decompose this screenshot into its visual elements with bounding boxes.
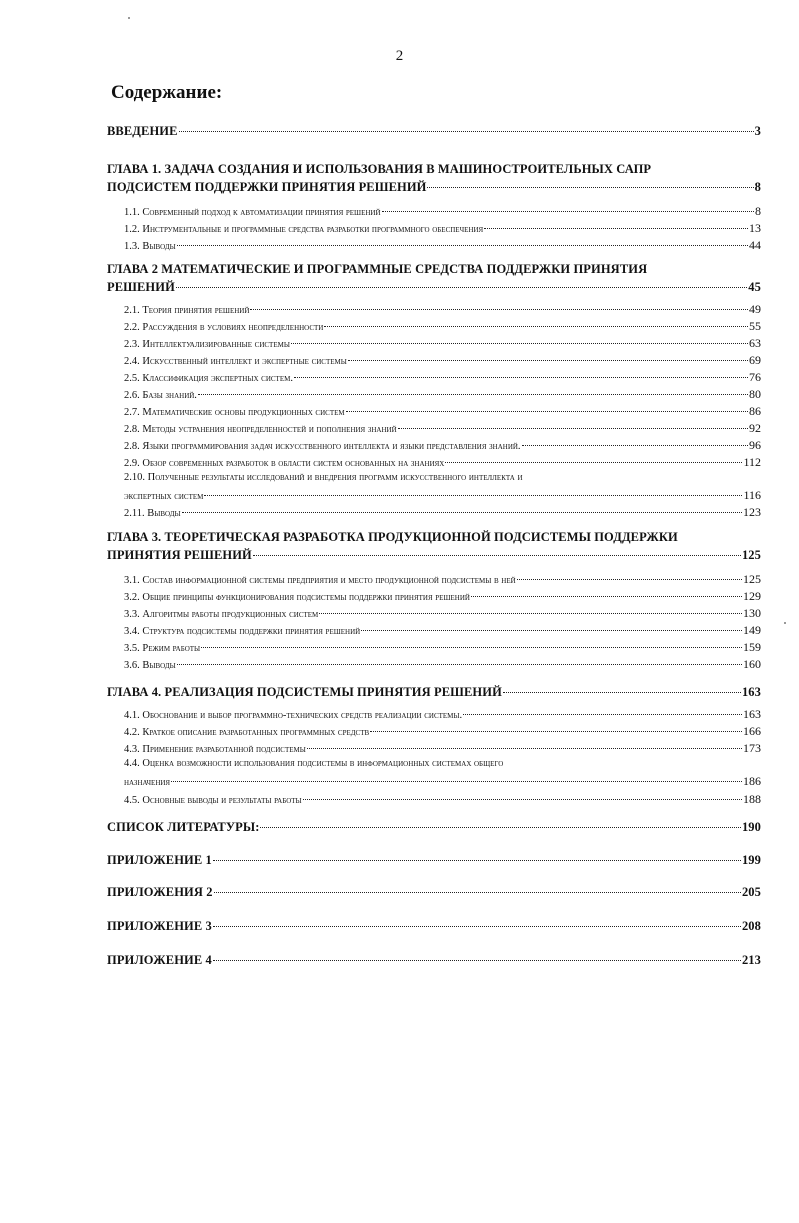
toc-entry-text: ГЛАВА 4. РЕАЛИЗАЦИЯ ПОДСИСТЕМЫ ПРИНЯТИЯ РЕШЕНИЙ	[107, 685, 502, 699]
toc-line	[124, 238, 761, 253]
toc-entry-text: 2.7. Математические основы продукционных систем	[124, 407, 345, 418]
toc-line	[124, 204, 761, 219]
dot-leader	[348, 360, 748, 361]
toc-line	[124, 319, 761, 334]
toc-entry-text: 2.6. Базы знаний.	[124, 390, 197, 401]
toc-page-number: 199	[741, 853, 761, 867]
dot-leader	[361, 630, 742, 631]
scan-speck	[784, 622, 786, 624]
toc-entry-text: 2.8. Языки программирования задач искусственного интеллекта и языки представления знаний.	[124, 441, 521, 452]
toc-entry-text: ПРИЛОЖЕНИЕ 3	[107, 919, 212, 933]
toc-entry-text: ПОДСИСТЕМ ПОДДЕРЖКИ ПРИНЯТИЯ РЕШЕНИЙ	[107, 180, 427, 194]
toc-line	[124, 741, 761, 756]
toc-line	[107, 685, 761, 700]
toc-line	[124, 774, 761, 789]
dot-leader	[253, 555, 741, 556]
toc-entry-text: 3.2. Общие принципы функционирования подсистемы поддержки принятия решений	[124, 592, 470, 603]
dot-leader	[319, 613, 742, 614]
toc-line	[124, 353, 761, 368]
toc-line	[107, 180, 761, 195]
toc-entry-text: 4.4. Оценка возможности использования подсистемы в информационных системах общего	[124, 758, 504, 769]
toc-page-number: 92	[749, 421, 761, 435]
toc-entry-text: назначения	[124, 777, 171, 788]
toc-entry-text: СПИСОК ЛИТЕРАТУРЫ:	[107, 820, 260, 834]
toc-page-number: 163	[741, 685, 761, 699]
toc-page-number: 149	[743, 623, 761, 637]
toc-entry-text: ПРИНЯТИЯ РЕШЕНИЙ	[107, 548, 252, 562]
dot-leader	[182, 512, 742, 513]
toc-entry-text: 3.1. Состав информационной системы предприятия и место продукционной подсистемы в ней	[124, 575, 516, 586]
toc-line	[124, 370, 761, 385]
toc-line	[107, 885, 761, 900]
toc-entry-text: РЕШЕНИЙ	[107, 280, 175, 294]
dot-leader	[471, 596, 742, 597]
toc-page-number: 160	[743, 657, 761, 671]
dot-leader	[213, 960, 741, 961]
toc-line	[107, 548, 761, 563]
toc-page-number: 173	[743, 741, 761, 755]
toc-entry-text: 2.1. Теория принятия решений	[124, 305, 250, 316]
toc-entry-text: 1.3. Выводы	[124, 241, 176, 252]
toc-page-number: 125	[743, 572, 761, 586]
toc-entry-text: 4.5. Основные выводы и результаты работы	[124, 795, 302, 806]
toc-entry-text: 2.9. Обзор современных разработок в области систем основанных на знаниях	[124, 458, 445, 469]
toc-page-number: 188	[743, 792, 761, 806]
toc-entry-text: ПРИЛОЖЕНИЯ 2	[107, 885, 213, 899]
dot-leader	[176, 287, 747, 288]
dot-leader	[294, 377, 748, 378]
dot-leader	[213, 860, 741, 861]
toc-line	[107, 853, 761, 868]
toc-page-number: 186	[743, 774, 761, 788]
dot-leader	[307, 748, 742, 749]
toc-line	[124, 488, 761, 503]
toc-line	[107, 919, 761, 934]
toc-entry-text: 2.11. Выводы	[124, 508, 181, 519]
toc-entry-text: экспертных систем	[124, 491, 204, 502]
toc-entry-text: 1.2. Инструментальные и программные средства разработки программного обеспечения	[124, 224, 484, 235]
dot-leader	[250, 309, 748, 310]
toc-entry-text: 2.4. Искусственный интеллект и экспертные системы	[124, 356, 347, 367]
dot-leader	[213, 926, 741, 927]
toc-entry-text: 2.8. Методы устранения неопределенностей и пополнения знаний	[124, 424, 397, 435]
toc-page-number: 159	[743, 640, 761, 654]
toc-page-number: 8	[755, 204, 761, 218]
toc-line	[124, 505, 761, 520]
toc-entry-text: 3.4. Структура подсистемы поддержки принятия решений	[124, 626, 361, 637]
dot-leader	[198, 394, 748, 395]
toc-line	[124, 438, 761, 453]
toc-page-number: 45	[748, 280, 761, 294]
toc-line	[124, 606, 761, 621]
toc-entry-text: 2.2. Рассуждения в условиях неопределенности	[124, 322, 324, 333]
dot-leader	[517, 579, 742, 580]
page-number: 2	[395, 48, 404, 64]
toc-entry-text: ПРИЛОЖЕНИЕ 1	[107, 853, 212, 867]
toc-line	[124, 623, 761, 638]
toc-page-number: 163	[743, 707, 761, 721]
toc-entry-text: 4.2. Краткое описание разработанных программных средств	[124, 727, 370, 738]
dot-leader	[179, 131, 754, 132]
toc-page-number: 44	[749, 238, 761, 252]
toc-page-number: 166	[743, 724, 761, 738]
toc-line	[124, 455, 761, 470]
toc-page-number: 96	[749, 438, 761, 452]
dot-leader	[370, 731, 742, 732]
dot-leader	[463, 714, 742, 715]
toc-entry-text: 2.10. Полученные результаты исследований и внедрения программ искусственного интеллекта и	[124, 472, 523, 483]
toc-entry-text: ВВЕДЕНИЕ	[107, 124, 178, 138]
dot-leader	[427, 187, 753, 188]
toc-page-number: 129	[743, 589, 761, 603]
toc-page-number: 55	[749, 319, 761, 333]
toc-line	[107, 124, 761, 139]
dot-leader	[177, 245, 748, 246]
dot-leader	[484, 228, 748, 229]
toc-page-number: 80	[749, 387, 761, 401]
toc-line	[124, 792, 761, 807]
dot-leader	[324, 326, 748, 327]
toc-page-number: 190	[741, 820, 761, 834]
toc-page-number: 49	[749, 302, 761, 316]
toc-line	[124, 404, 761, 419]
dot-leader	[204, 495, 742, 496]
toc-line	[124, 221, 761, 236]
toc-page-number: 208	[741, 919, 761, 933]
toc-page-number: 213	[741, 953, 761, 967]
toc-page-number: 125	[741, 548, 761, 562]
toc-page-number: 76	[749, 370, 761, 384]
toc-entry-text: 3.3. Алгоритмы работы продукционных систем	[124, 609, 319, 620]
toc-page-number: 69	[749, 353, 761, 367]
toc-page-number: 116	[743, 488, 761, 502]
toc-line	[124, 336, 761, 351]
toc-entry-text: 4.1. Обоснование и выбор программно-технических средств реализации системы.	[124, 710, 463, 721]
scan-speck	[128, 17, 130, 19]
dot-leader	[177, 664, 742, 665]
toc-entry-text: 3.5. Режим работы	[124, 643, 201, 654]
dot-leader	[303, 799, 742, 800]
toc-entry-text: 4.3. Применение разработанной подсистемы	[124, 744, 306, 755]
dot-leader	[445, 462, 742, 463]
toc-entry-text: 1.1. Современный подход к автоматизации принятия решений	[124, 207, 381, 218]
toc-page-number: 112	[743, 455, 761, 469]
toc-line	[124, 302, 761, 317]
toc-page-number: 13	[749, 221, 761, 235]
toc-entry-text: 2.3. Интеллектуализированные системы	[124, 339, 290, 350]
toc-line	[124, 724, 761, 739]
dot-leader	[260, 827, 740, 828]
toc-line	[124, 640, 761, 655]
dot-leader	[346, 411, 748, 412]
dot-leader	[171, 781, 742, 782]
toc-page-number: 205	[741, 885, 761, 899]
toc-title: Содержание:	[111, 82, 223, 103]
toc-entry-text: ГЛАВА 1. ЗАДАЧА СОЗДАНИЯ И ИСПОЛЬЗОВАНИЯ В МАШИНОСТРОИТЕЛЬНЫХ САПР	[107, 162, 652, 176]
dot-leader	[522, 445, 748, 446]
toc-entry-text: ГЛАВА 2 МАТЕМАТИЧЕСКИЕ И ПРОГРАММНЫЕ СРЕДСТВА ПОДДЕРЖКИ ПРИНЯТИЯ	[107, 262, 648, 276]
toc-page-number: 8	[754, 180, 761, 194]
toc-entry-text: 3.6. Выводы	[124, 660, 176, 671]
dot-leader	[201, 647, 742, 648]
dot-leader	[398, 428, 748, 429]
toc-line	[107, 953, 761, 968]
toc-line	[124, 657, 761, 672]
toc-page-number: 3	[754, 124, 761, 138]
toc-page-number: 63	[749, 336, 761, 350]
toc-line	[124, 707, 761, 722]
toc-line	[107, 820, 761, 835]
toc-line	[107, 280, 761, 295]
dot-leader	[214, 892, 741, 893]
toc-page-number: 130	[743, 606, 761, 620]
toc-entry-text: ГЛАВА 3. ТЕОРЕТИЧЕСКАЯ РАЗРАБОТКА ПРОДУКЦИОННОЙ ПОДСИСТЕМЫ ПОДДЕРЖКИ	[107, 530, 678, 544]
toc-page-number: 86	[749, 404, 761, 418]
toc-entry-text: 2.5. Классификация экспертных систем.	[124, 373, 293, 384]
toc-line	[124, 589, 761, 604]
dot-leader	[291, 343, 748, 344]
dot-leader	[503, 692, 741, 693]
toc-line	[124, 421, 761, 436]
toc-entry-text: ПРИЛОЖЕНИЕ 4	[107, 953, 212, 967]
toc-line	[124, 387, 761, 402]
dot-leader	[382, 211, 754, 212]
toc-line	[124, 572, 761, 587]
toc-page-number: 123	[743, 505, 761, 519]
